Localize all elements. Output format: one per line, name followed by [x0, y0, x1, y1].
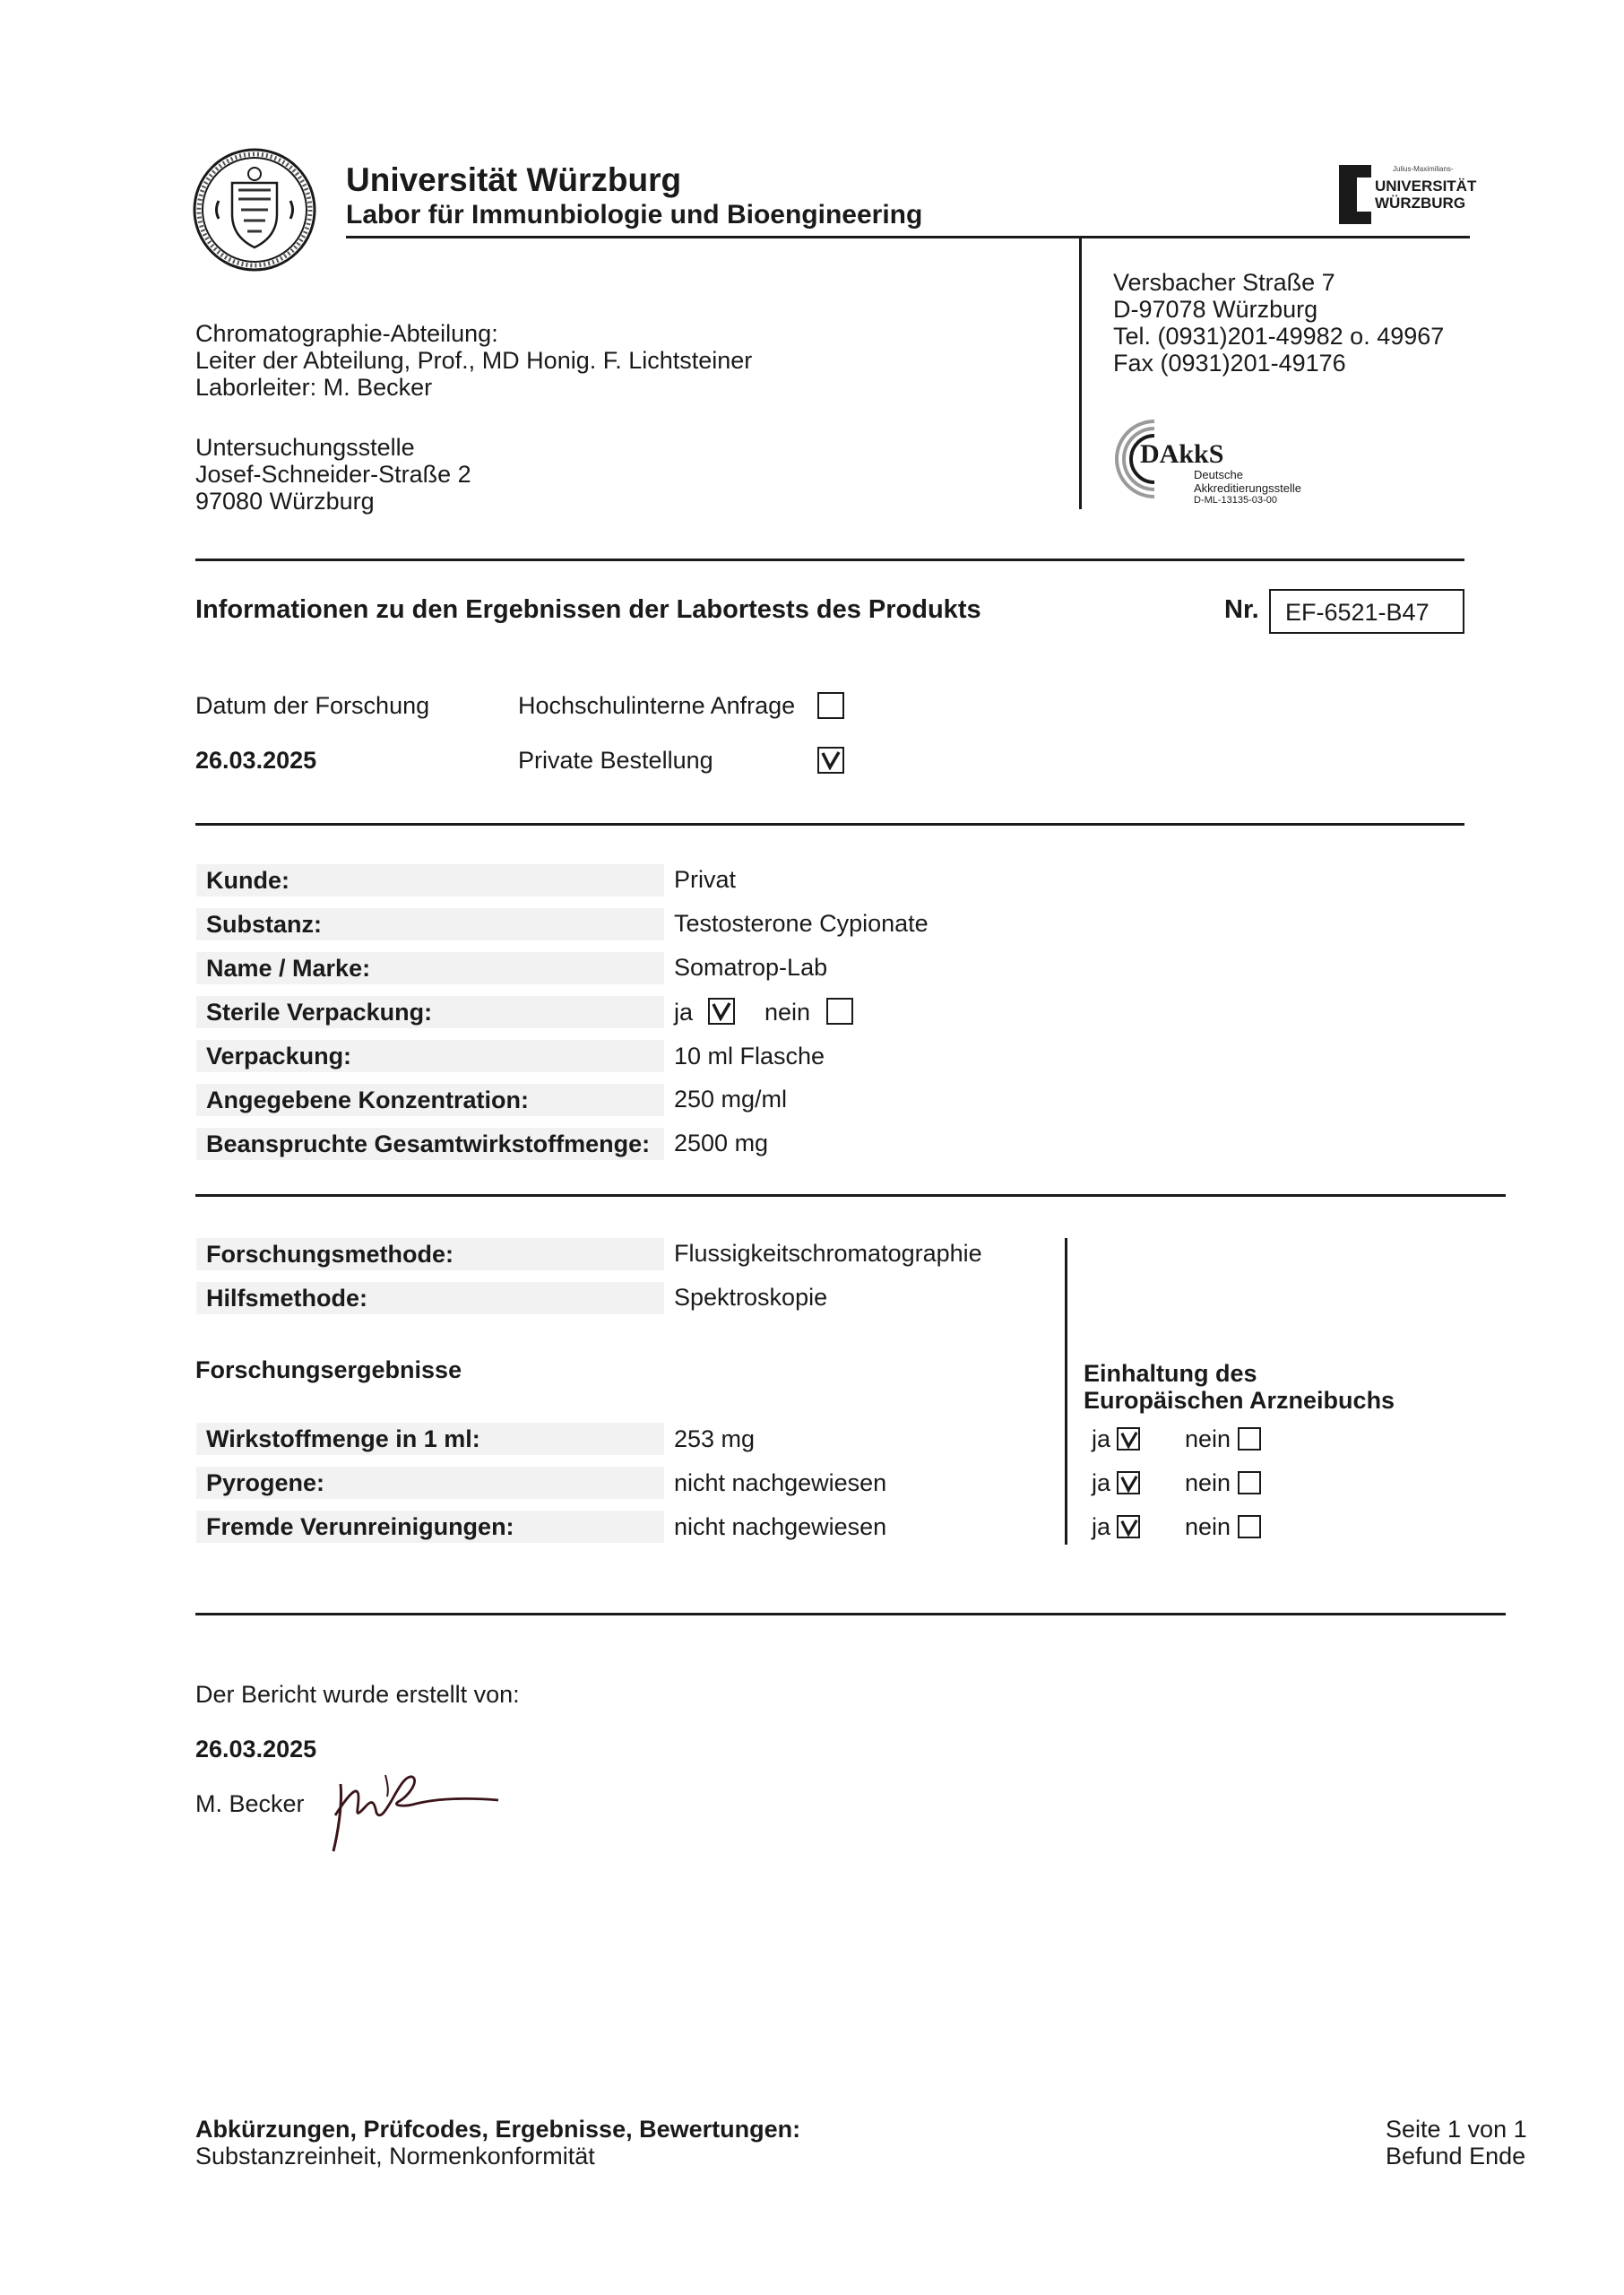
compliance-no-label: nein	[1185, 1513, 1231, 1540]
lab-leader: Laborleiter: M. Becker	[195, 374, 433, 401]
table-row	[196, 1128, 664, 1160]
section-rule-1	[195, 559, 1464, 561]
compliance-yes-checkbox[interactable]	[1117, 1471, 1140, 1494]
row-label: Pyrogene:	[206, 1469, 325, 1496]
university-seal	[192, 147, 317, 273]
check-icon	[1120, 1475, 1138, 1493]
address-street: Versbacher Straße 7	[1113, 269, 1335, 296]
results-divider	[1065, 1238, 1067, 1545]
row-label: Wirkstoffmenge in 1 ml:	[206, 1425, 480, 1452]
table-row	[196, 908, 664, 940]
row-value: nicht nachgewiesen	[674, 1513, 887, 1540]
facility-city: 97080 Würzburg	[195, 488, 375, 515]
row-value: nicht nachgewiesen	[674, 1469, 887, 1496]
table-row	[196, 1511, 664, 1543]
row-value: Spektroskopie	[674, 1284, 828, 1311]
signatory-name: M. Becker	[195, 1790, 305, 1817]
header-rule	[346, 236, 1470, 238]
compliance-no-checkbox[interactable]	[1238, 1471, 1261, 1494]
check-icon	[821, 750, 841, 770]
private-order-label: Private Bestellung	[518, 747, 713, 774]
table-row	[196, 1282, 664, 1314]
university-name: Universität Würzburg	[346, 161, 682, 198]
table-row	[196, 1084, 664, 1116]
row-label: Kunde:	[206, 867, 289, 894]
private-order-checkbox[interactable]	[817, 747, 844, 774]
compliance-no-checkbox[interactable]	[1238, 1427, 1261, 1451]
compliance-yes-checkbox[interactable]	[1117, 1427, 1140, 1451]
results-heading: Forschungsergebnisse	[195, 1356, 462, 1383]
signature-image	[323, 1757, 511, 1856]
row-label: Forschungsmethode:	[206, 1241, 454, 1268]
row-label: Substanz:	[206, 911, 323, 938]
page-number: Seite 1 von 1	[1386, 2116, 1527, 2143]
compliance-no-label: nein	[1185, 1469, 1231, 1496]
section-rule-4	[195, 1613, 1506, 1615]
report-title: Informationen zu den Ergebnissen der Labortests des Produkts	[195, 595, 981, 624]
row-label: Sterile Verpackung:	[206, 999, 433, 1026]
row-value: Somatrop-Lab	[674, 954, 828, 981]
department-head: Leiter der Abteilung, Prof., MD Honig. F. Lichtsteiner	[195, 347, 753, 374]
lab-name: Labor für Immunbiologie und Bioengineering	[346, 200, 923, 230]
sterile-yes-checkbox[interactable]	[708, 998, 735, 1025]
row-value: 253 mg	[674, 1425, 756, 1452]
row-value: 250 mg/ml	[674, 1086, 788, 1113]
report-number-box	[1269, 589, 1464, 634]
section-rule-2	[195, 823, 1464, 826]
sterile-no-label: nein	[764, 999, 811, 1026]
research-date-label: Datum der Forschung	[195, 692, 430, 719]
table-row	[196, 864, 664, 896]
sterile-no-checkbox[interactable]	[826, 998, 853, 1025]
facility-title: Untersuchungsstelle	[195, 434, 415, 461]
address-phone: Tel. (0931)201-49982 o. 49967	[1113, 323, 1445, 350]
check-icon	[1120, 1519, 1138, 1537]
row-value: 2500 mg	[674, 1130, 769, 1156]
compliance-yes-checkbox[interactable]	[1117, 1515, 1140, 1538]
check-icon	[1120, 1431, 1138, 1449]
compliance-heading: Einhaltung des	[1084, 1360, 1257, 1387]
facility-street: Josef-Schneider-Straße 2	[195, 461, 471, 488]
footer-abbreviations-text: Substanzreinheit, Normenkonformität	[195, 2143, 595, 2169]
created-by-label: Der Bericht wurde erstellt von:	[195, 1681, 520, 1708]
section-rule-3	[195, 1194, 1506, 1197]
research-date: 26.03.2025	[195, 747, 317, 774]
footer-abbreviations-title: Abkürzungen, Prüfcodes, Ergebnisse, Bewertungen:	[195, 2116, 801, 2143]
compliance-yes-label: ja	[1092, 1425, 1111, 1452]
compliance-no-label: nein	[1185, 1425, 1231, 1452]
header-divider	[1079, 236, 1082, 509]
row-label: Beanspruchte Gesamtwirkstoffmenge:	[206, 1130, 651, 1157]
table-row	[196, 1238, 664, 1270]
check-icon	[712, 1001, 731, 1021]
internal-request-label: Hochschulinterne Anfrage	[518, 692, 796, 719]
report-number: EF-6521-B47	[1285, 599, 1430, 626]
row-value: Privat	[674, 866, 737, 893]
table-row	[196, 952, 664, 984]
row-value: 10 ml Flasche	[674, 1043, 825, 1070]
compliance-yes-label: ja	[1092, 1513, 1111, 1540]
department-title: Chromatographie-Abteilung:	[195, 320, 498, 347]
address-fax: Fax (0931)201-49176	[1113, 350, 1346, 377]
report-number-label: Nr.	[1224, 595, 1259, 624]
table-row	[196, 1423, 664, 1455]
row-value: Flussigkeitschromatographie	[674, 1240, 982, 1267]
signature-date: 26.03.2025	[195, 1736, 317, 1762]
internal-request-checkbox[interactable]	[817, 692, 844, 719]
dakks-logo: DAkkS Deutsche Akkreditierungsstelle D-ML-13135-03-00	[1113, 412, 1328, 513]
row-label: Angegebene Konzentration:	[206, 1087, 530, 1113]
university-logo: Julius-Maximilians- UNIVERSITÄT WÜRZBURG	[1339, 165, 1473, 224]
table-row	[196, 1467, 664, 1499]
row-label: Hilfsmethode:	[206, 1285, 368, 1312]
row-label: Name / Marke:	[206, 955, 371, 982]
row-label: Verpackung:	[206, 1043, 352, 1070]
address-city: D-97078 Würzburg	[1113, 296, 1318, 323]
compliance-no-checkbox[interactable]	[1238, 1515, 1261, 1538]
row-value: Testosterone Cypionate	[674, 910, 929, 937]
row-label: Fremde Verunreinigungen:	[206, 1513, 514, 1540]
sterile-yes-label: ja	[674, 999, 694, 1026]
table-row	[196, 1040, 664, 1072]
compliance-yes-label: ja	[1092, 1469, 1111, 1496]
compliance-heading-2: Europäischen Arzneibuchs	[1084, 1387, 1395, 1414]
table-row	[196, 996, 664, 1028]
report-end: Befund Ende	[1386, 2143, 1526, 2169]
